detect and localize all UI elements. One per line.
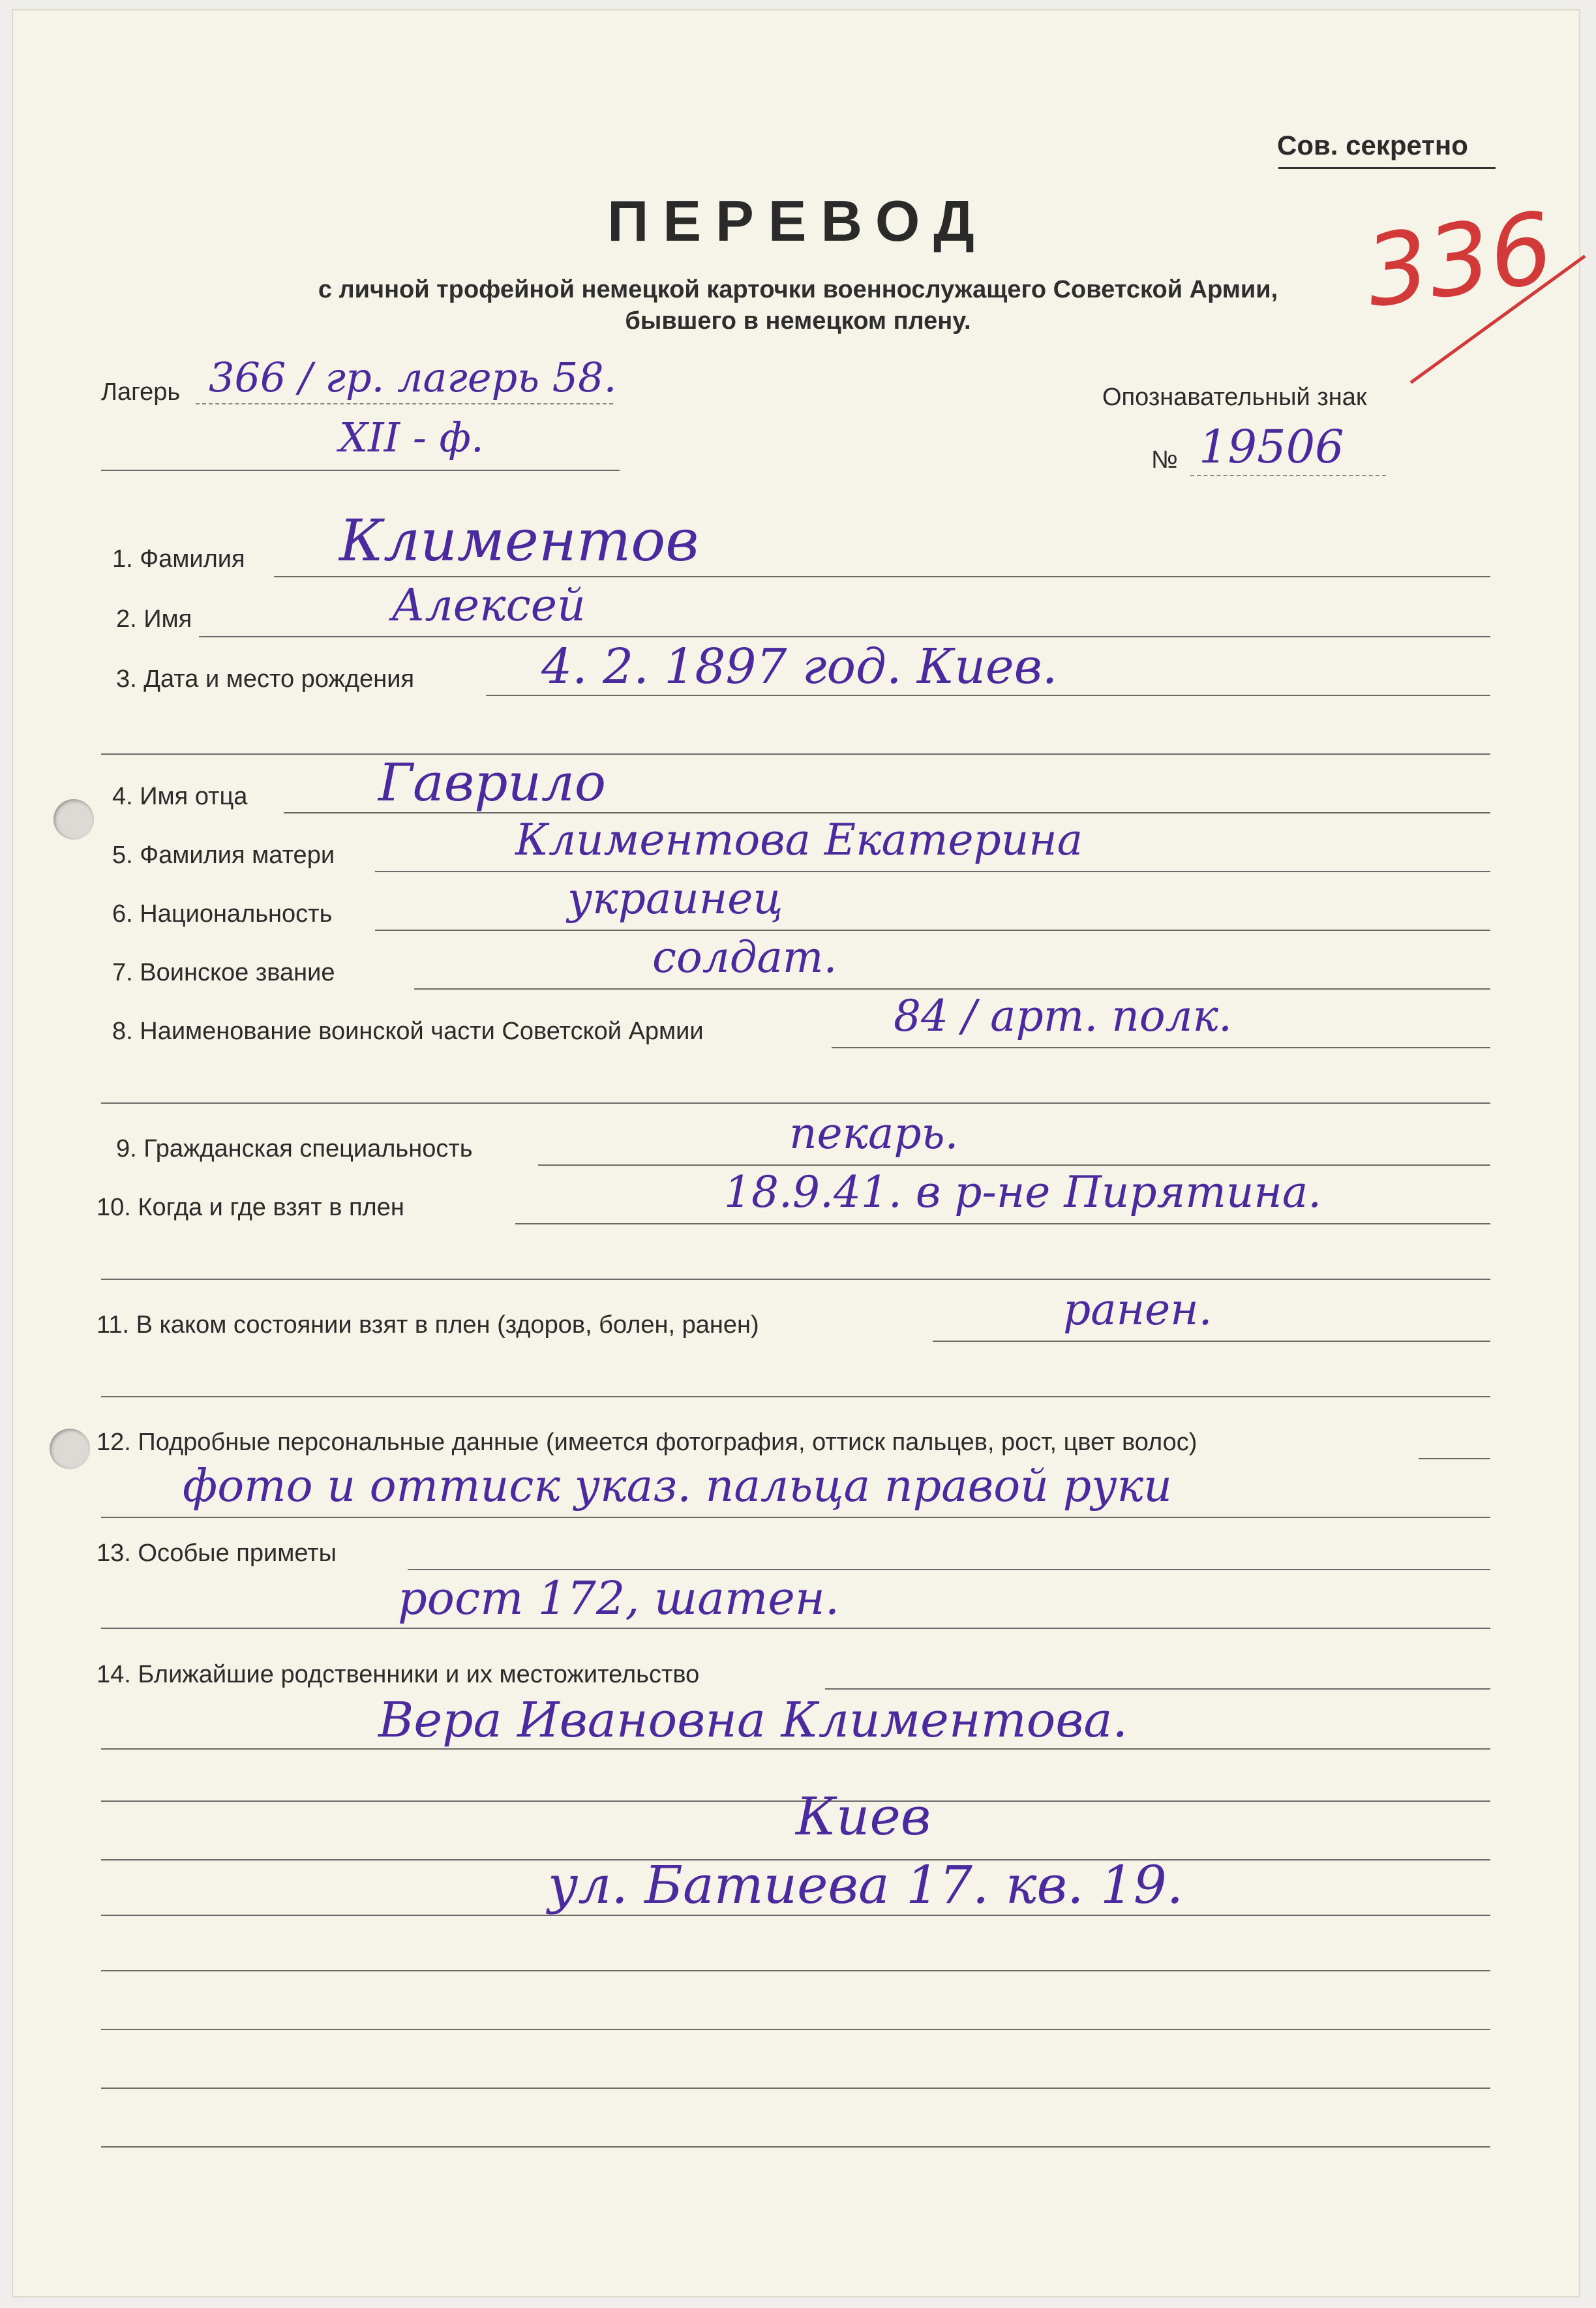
civil-label: 9. Гражданская специальность (116, 1135, 473, 1162)
relatives-value-3: ул. Батиева 17. кв. 19. (548, 1855, 1184, 1915)
birth-value: 4. 2. 1897 год. Киев. (541, 639, 1058, 695)
ident-number-sign: № (1151, 446, 1178, 474)
personal-value: фото и оттиск указ. пальца правой руки (183, 1461, 1172, 1512)
civil-line (538, 1164, 1490, 1166)
captured-line-2 (101, 1279, 1490, 1280)
relatives-line-6 (101, 1970, 1490, 1971)
personal-line (1419, 1458, 1490, 1459)
punch-hole-bottom (50, 1429, 90, 1469)
relatives-line-5 (101, 1915, 1490, 1916)
surname-line (274, 576, 1490, 577)
condition-value: ранен. (1063, 1284, 1212, 1335)
first-name-line (199, 636, 1490, 637)
camp-value-1: 366 / гр. лагерь 58. (209, 354, 617, 401)
classification-underline (1278, 167, 1496, 169)
captured-line (515, 1223, 1490, 1224)
first-name-value: Алексей (391, 580, 586, 631)
marks-line-2 (101, 1628, 1490, 1629)
rank-line (414, 988, 1490, 990)
condition-label: 11. В каком состоянии взят в плен (здоров, болен, ранен) (97, 1311, 759, 1339)
mother-surname-label: 5. Фамилия матери (112, 842, 335, 869)
birth-line-2 (101, 753, 1490, 755)
ident-line (1190, 475, 1386, 476)
condition-line-2 (101, 1396, 1490, 1397)
mother-surname-value: Климентова Екатерина (515, 815, 1083, 865)
personal-label: 12. Подробные персональные данные (имеется фотография, оттиск пальцев, рост, цвет волос) (97, 1429, 1197, 1456)
subtitle-line-1: с личной трофейной немецкой карточки военнослужащего Советской Армии, (318, 276, 1278, 303)
rank-value: солдат. (652, 932, 837, 982)
nationality-label: 6. Национальность (112, 900, 333, 928)
nationality-value: украинец (567, 873, 783, 924)
birth-label: 3. Дата и место рождения (116, 665, 415, 693)
birth-line (486, 695, 1490, 696)
punch-hole-top (53, 799, 94, 840)
ident-label: Опознавательный знак (1102, 384, 1367, 411)
personal-line-2 (101, 1517, 1490, 1518)
father-name-label: 4. Имя отца (112, 783, 248, 810)
marks-value: рост 172, шатен. (398, 1572, 840, 1625)
camp-line-2 (101, 470, 620, 471)
registry-number: 336 (1359, 191, 1560, 330)
page-title: ПЕРЕВОД (607, 189, 989, 253)
nationality-line (375, 930, 1490, 931)
first-name-label: 2. Имя (116, 605, 192, 633)
unit-line (832, 1047, 1490, 1048)
relatives-line-7 (101, 2029, 1490, 2030)
surname-label: 1. Фамилия (112, 545, 245, 573)
classification-mark: Сов. секретно (1277, 130, 1468, 160)
surname-value: Климентов (339, 507, 699, 574)
captured-label: 10. Когда и где взят в плен (97, 1194, 404, 1221)
unit-value: 84 / арт. полк. (894, 991, 1232, 1041)
relatives-value-1: Вера Ивановна Климентова. (378, 1692, 1128, 1748)
father-name-value: Гаврило (378, 752, 607, 813)
relatives-line-8 (101, 2088, 1490, 2089)
civil-value: пекарь. (789, 1108, 959, 1159)
marks-line (408, 1569, 1490, 1570)
relatives-label: 14. Ближайшие родственники и их местожительство (97, 1661, 700, 1688)
captured-value: 18.9.41. в р-не Пирятина. (724, 1167, 1322, 1217)
subtitle-line-2: бывшего в немецком плену. (625, 307, 971, 335)
marks-label: 13. Особые приметы (97, 1540, 337, 1567)
rank-label: 7. Воинское звание (112, 959, 335, 986)
camp-value-2: XII - ф. (339, 414, 484, 461)
relatives-line-2 (101, 1748, 1490, 1750)
ident-value: 19506 (1199, 420, 1344, 474)
camp-label: Лагерь (101, 378, 181, 406)
unit-line-2 (101, 1102, 1490, 1104)
camp-line-1 (196, 403, 613, 404)
relatives-line (825, 1688, 1490, 1690)
relatives-value-2: Киев (796, 1786, 931, 1847)
relatives-line-9 (101, 2146, 1490, 2148)
condition-line (933, 1341, 1490, 1342)
mother-surname-line (375, 871, 1490, 872)
unit-label: 8. Наименование воинской части Советской Армии (112, 1018, 704, 1045)
